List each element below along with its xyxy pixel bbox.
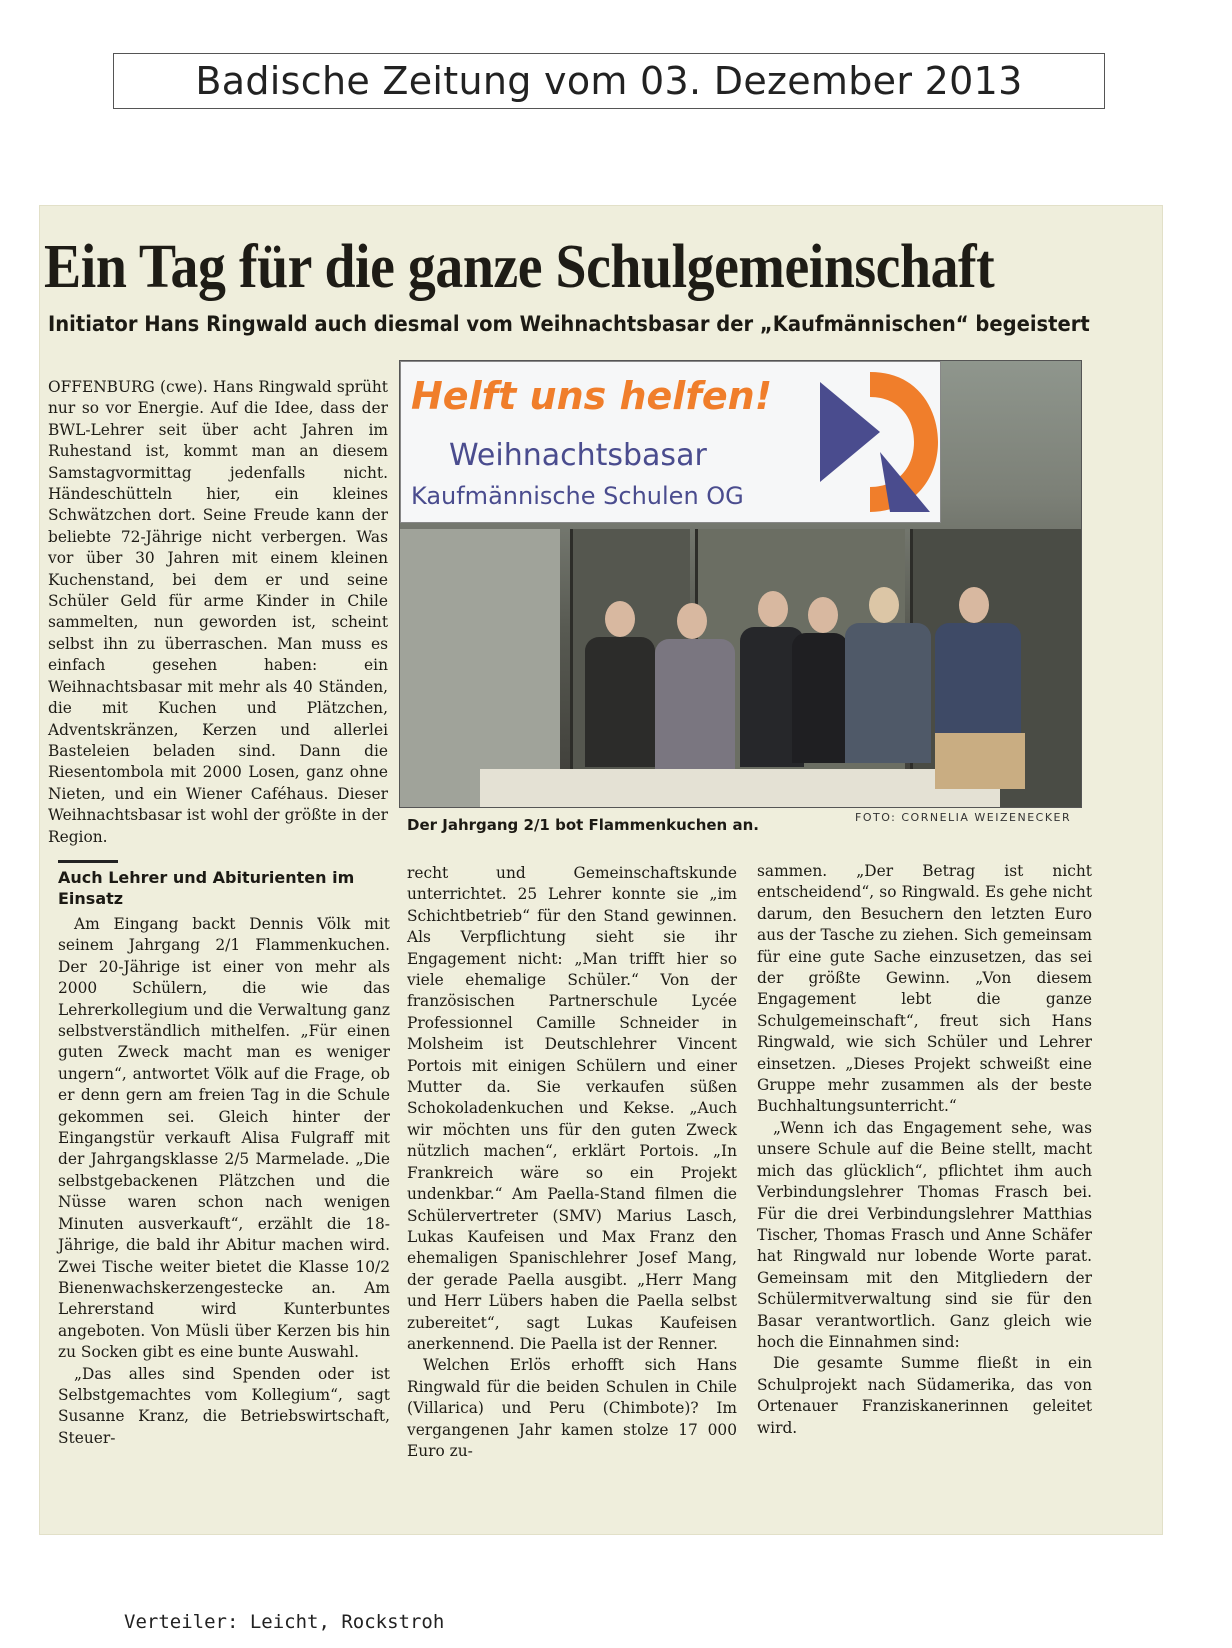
- banner-slogan: Helft uns helfen!: [411, 374, 773, 418]
- photo-box: [935, 733, 1025, 789]
- article-headline: Ein Tag für die ganze Schulgemeinschaft: [44, 233, 995, 301]
- column-3-paragraph-3: Die gesamte Summe fließt in ein Schulprojekt nach Südamerika, das von Ortenauer Franziskanerinnen geleitet wird.: [757, 1354, 1092, 1437]
- section-rule: [58, 860, 118, 863]
- column-2: [407, 863, 737, 1462]
- column-2-paragraph-2: Welchen Erlös erhofft sich Hans Ringwald für die beiden Schulen in Chile (Villarica) und Peru (Chimbote)? Im vergangenen Jahr kamen stolze 17 000 Euro zu-: [407, 1356, 737, 1460]
- distribution-note: Verteiler: Leicht, Rockstroh: [124, 1611, 445, 1633]
- column-3: [757, 861, 1092, 1439]
- column-1-paragraph-1: Am Eingang backt Dennis Völk mit seinem Jahrgang 2/1 Flammenkuchen. Der 20-Jährige ist einer von mehr als 2000 Schülern, die wie das Lehrerkollegium und die Verwaltung ganz selbstverständlich mithelfen. „Für einen guten Zweck macht man es weniger ungern“, antwortet Völk auf die Frage, ob er denn gern am freien Tag in die Schule gekommen sei. Gleich hinter der Eingangstür verkauft Alisa Fulgraff mit der Jahrgangsklasse 2/5 Marmelade. „Die selbstgebackenen Plätzchen und die Nüsse waren schon nach wenigen Minuten ausverkauft“, erzählt die 18-Jährige, die bald ihr Abitur machen wird. Zwei Tische weiter bietet die Klasse 10/2 Bienenwachskerzengestecke an. Am Lehrerstand wird Kunterbuntes angeboten. Von Müsli über Kerzen bis hin zu Socken gibt es eine bunte Auswahl.: [58, 915, 390, 1362]
- photo-credit: FOTO: CORNELIA WEIZENECKER: [855, 811, 1072, 824]
- column-1-paragraph-2: „Das alles sind Spenden oder ist Selbstgemachtes vom Kollegium“, sagt Susanne Kranz, die Betriebswirtschaft, Steuer-: [58, 1364, 390, 1447]
- column-3-paragraph-2: „Wenn ich das Engagement sehe, was unsere Schule auf die Beine stellt, macht mich das glücklich“, pflichtet ihm auch Verbindungslehrer Thomas Frasch bei. Für die drei Verbindungslehrer Matthias Tischer, Thomas Frasch und Anne Schäfer hat Ringwald nur lobende Worte parat. Gemeinsam mit den Mitgliedern der Schülermitverwaltung sind sie für den Basar verantwortlich. Ganz gleich wie hoch die Einnahmen sind:: [757, 1118, 1092, 1351]
- school-logo-icon: [810, 362, 940, 524]
- photo-table: [480, 769, 1000, 808]
- column-2-paragraph-1: recht und Gemeinschaftskunde unterrichtet. 25 Lehrer konnte sie „im Schichtbetrieb“ für den Stand gewinnen. Als Verpflichtung sieht sie ihr Engagement nicht: „Man trifft hier so viele ehemalige Schüler.“ Von der französischen Partnerschule Lycée Professionnel Camille Schneider in Molsheim ist Deutschlehrer Vincent Portois mit einigen Schülern und einer Mutter da. Sie verkaufen süßen Schokoladenkuchen und Kekse. „Auch wir möchten uns für den guten Zweck nützlich machen“, erklärt Portois. „In Frankreich wäre so ein Projekt undenkbar.“ Am Paella-Stand filmen die Schülervertreter (SMV) Marius Lasch, Lukas Kaufeisen und Max Franz den ehemaligen Spanischlehrer Josef Mang, der gerade Paella ausgibt. „Herr Mang und Herr Lübers haben die Paella selbst zubereitet“, sagt Lukas Kaufeisen anerkennend. Die Paella ist der Renner.: [407, 864, 737, 1353]
- lead-column: [48, 377, 388, 848]
- column-1: [58, 914, 390, 1449]
- section-heading: Auch Lehrer und Abiturienten im Einsatz: [58, 868, 355, 908]
- photo-caption: Der Jahrgang 2/1 bot Flammenkuchen an.: [407, 816, 759, 834]
- photo-wall: [400, 529, 560, 808]
- source-label: Badische Zeitung vom 03. Dezember 2013: [113, 53, 1105, 109]
- banner-school: Kaufmännische Schulen OG: [411, 482, 744, 510]
- lead-paragraph: OFFENBURG (cwe). Hans Ringwald sprüht nur so vor Energie. Auf die Idee, dass der BWL-Lehrer seit über acht Jahren im Ruhestand ist, kommt man an diesem Samstagvormittag jedenfalls nicht. Händeschütteln hier, ein kleines Schwätzchen dort. Seine Freude kann der beliebte 72-Jährige nicht verbergen. Was vor über 30 Jahren mit einem kleinen Kuchenstand, bei dem er und seine Schüler Geld für arme Kinder in Chile sammelten, nun geworden ist, scheint selbst ihn zu überraschen. Man muss es einfach gesehen haben: ein Weihnachtsbasar mit mehr als 40 Ständen, die mit Kuchen und Plätzchen, Adventskränzen, Kerzen und allerlei Basteleien beladen sind. Dann die Riesentombola mit 2000 Losen, ganz ohne Nieten, und ein Wiener Caféhaus. Dieser Weihnachtsbasar ist wohl der größte in der Region.: [48, 378, 388, 846]
- banner-event: Weihnachtsbasar: [449, 438, 707, 473]
- event-banner: [400, 361, 941, 523]
- column-3-paragraph-1: sammen. „Der Betrag ist nicht entscheidend“, so Ringwald. Es gehe nicht darum, den Besuchern den letzten Euro aus der Tasche zu ziehen. Sich gemeinsam für eine gute Sache einzusetzen, das sei der größte Gewinn. „Von diesem Engagement lebt die ganze Schulgemeinschaft“, freut sich Hans Ringwald, wie sich Schüler und Lehrer einsetzen. „Dieses Projekt schweißt eine Gruppe mehr zusammen als der beste Buchhaltungsunterricht.“: [757, 862, 1092, 1116]
- article-photo: [399, 360, 1082, 808]
- article-subheadline: Initiator Hans Ringwald auch diesmal vom Weihnachtsbasar der „Kaufmännischen“ begeistert: [48, 312, 1090, 336]
